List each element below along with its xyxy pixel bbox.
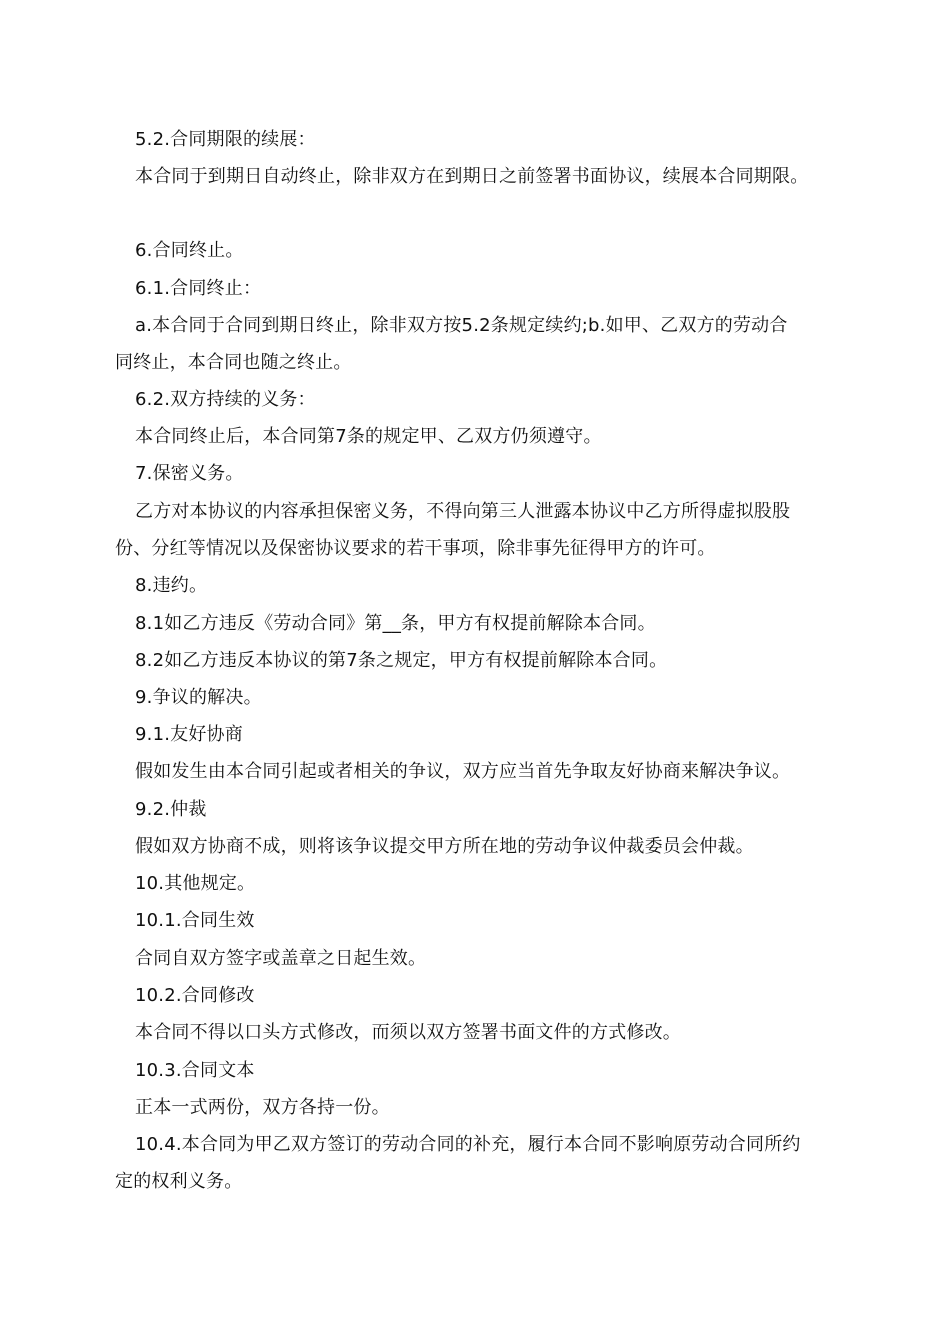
clause-5-2-text: 本合同于到期日自动终止，除非双方在到期日之前签署书面协议，续展本合同期限。 (135, 166, 809, 187)
section-9-heading: 9.争议的解决。 (135, 687, 262, 708)
clause-9-1-heading: 9.1.友好协商 (135, 724, 243, 745)
section-8-heading: 8.违约。 (135, 575, 208, 596)
clause-10-4-text-line-2: 定的权利义务。 (115, 1171, 243, 1192)
clause-10-3-heading: 10.3.合同文本 (135, 1060, 255, 1081)
clause-8-2: 8.2如乙方违反本协议的第7条之规定，甲方有权提前解除本合同。 (135, 650, 668, 671)
clause-6-2-heading: 6.2.双方持续的义务： (135, 389, 316, 410)
clause-8-1: 8.1如乙方违反《劳动合同》第__条，甲方有权提前解除本合同。 (135, 613, 656, 634)
clause-10-2-text: 本合同不得以口头方式修改，而须以双方签署书面文件的方式修改。 (135, 1022, 681, 1043)
clause-10-2-heading: 10.2.合同修改 (135, 985, 255, 1006)
clause-6-1-text-line-2: 同终止，本合同也随之终止。 (115, 352, 352, 373)
clause-9-1-text: 假如发生由本合同引起或者相关的争议，双方应当首先争取友好协商来解决争议。 (135, 761, 791, 782)
clause-9-2-text: 假如双方协商不成，则将该争议提交甲方所在地的劳动争议仲裁委员会仲裁。 (135, 836, 754, 857)
clause-10-1-text: 合同自双方签字或盖章之日起生效。 (135, 948, 427, 969)
clause-6-2-text: 本合同终止后，本合同第7条的规定甲、乙双方仍须遵守。 (135, 426, 602, 447)
section-7-heading: 7.保密义务。 (135, 463, 244, 484)
clause-10-1-heading: 10.1.合同生效 (135, 910, 255, 931)
clause-9-2-heading: 9.2.仲裁 (135, 799, 207, 820)
clause-10-3-text: 正本一式两份，双方各持一份。 (135, 1097, 390, 1118)
clause-6-1-heading: 6.1.合同终止： (135, 278, 262, 299)
clause-5-2-heading: 5.2.合同期限的续展： (135, 129, 316, 150)
section-10-heading: 10.其他规定。 (135, 873, 256, 894)
section-7-text-line-1: 乙方对本协议的内容承担保密义务，不得向第三人泄露本协议中乙方所得虚拟股股 (135, 501, 791, 522)
section-7-text-line-2: 份、分红等情况以及保密协议要求的若干事项，除非事先征得甲方的许可。 (115, 538, 716, 559)
clause-10-4-text-line-1: 10.4.本合同为甲乙双方签订的劳动合同的补充，履行本合同不影响原劳动合同所约 (135, 1134, 801, 1155)
section-6-heading: 6.合同终止。 (135, 240, 244, 261)
clause-6-1-text-line-1: a.本合同于合同到期日终止，除非双方按5.2条规定续约;b.如甲、乙双方的劳动合 (135, 315, 788, 336)
